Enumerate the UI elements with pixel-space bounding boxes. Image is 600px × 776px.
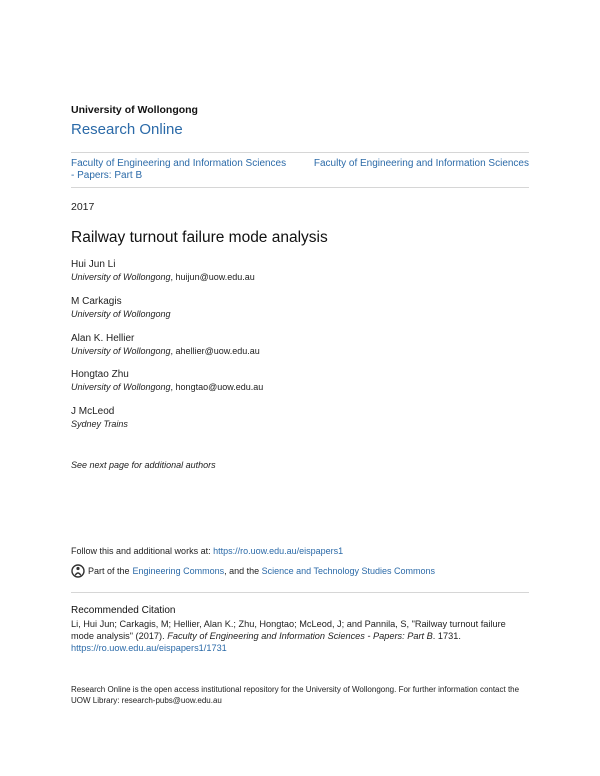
part-of-middle: , and the bbox=[224, 566, 262, 576]
author-block bbox=[71, 296, 171, 321]
institution-name: University of Wollongong bbox=[71, 104, 198, 116]
citation-number: . 1731. bbox=[432, 631, 461, 641]
author-block bbox=[71, 333, 260, 358]
follow-prefix: Follow this and additional works at: bbox=[71, 546, 214, 556]
part-of-line bbox=[71, 564, 435, 578]
repository-link[interactable]: Research Online bbox=[71, 121, 183, 138]
engineering-commons-link[interactable]: Engineering Commons bbox=[132, 566, 225, 576]
citation-text bbox=[71, 618, 531, 654]
see-next-page-note: See next page for additional authors bbox=[71, 460, 216, 470]
author-name: Hui Jun Li bbox=[71, 259, 116, 270]
author-affiliation: Sydney Trains bbox=[71, 419, 128, 429]
creative-commons-icon bbox=[71, 564, 85, 578]
author-affiliation: University of Wollongong bbox=[71, 382, 171, 392]
faculty-link-papers-part-b[interactable]: Faculty of Engineering and Information Sciences - Papers: Part B bbox=[71, 158, 287, 181]
citation-journal: Faculty of Engineering and Information Sciences - Papers: Part B bbox=[167, 631, 433, 641]
author-affiliation: University of Wollongong bbox=[71, 309, 171, 319]
recommended-citation-heading: Recommended Citation bbox=[71, 605, 176, 616]
part-of-prefix: Part of the bbox=[88, 566, 130, 576]
author-name: Hongtao Zhu bbox=[71, 369, 129, 380]
divider bbox=[71, 592, 529, 593]
paper-title: Railway turnout failure mode analysis bbox=[71, 229, 328, 246]
follow-line bbox=[71, 546, 343, 556]
author-name: Alan K. Hellier bbox=[71, 333, 135, 344]
author-block bbox=[71, 259, 255, 284]
citation-url-link[interactable]: https://ro.uow.edu.au/eispapers1/1731 bbox=[71, 643, 227, 653]
author-name: M Carkagis bbox=[71, 296, 122, 307]
author-name: J McLeod bbox=[71, 406, 115, 417]
author-affiliation: University of Wollongong bbox=[71, 346, 171, 356]
author-affiliation: University of Wollongong bbox=[71, 272, 171, 282]
author-block bbox=[71, 369, 263, 394]
eispapers-link[interactable]: https://ro.uow.edu.au/eispapers1 bbox=[213, 546, 344, 556]
faculty-link-sciences[interactable]: Faculty of Engineering and Information Sciences bbox=[313, 158, 529, 169]
footer-notice: Research Online is the open access institutional repository for the University of Wollongong. For further information contact the UOW Library: research-pubs@uow.edu.au bbox=[71, 685, 520, 705]
author-email: , hongtao@uow.edu.au bbox=[170, 382, 264, 392]
science-technology-commons-link[interactable]: Science and Technology Studies Commons bbox=[261, 566, 436, 576]
author-email: , huijun@uow.edu.au bbox=[170, 272, 255, 282]
divider bbox=[71, 187, 529, 188]
author-email: , ahellier@uow.edu.au bbox=[170, 346, 260, 356]
divider bbox=[71, 152, 529, 153]
author-block bbox=[71, 406, 128, 431]
citation-authors-title: Li, Hui Jun; Carkagis, M; Hellier, Alan K.; Zhu, Hongtao; McLeod, J; and Pannila, S, "Railway turnout failure mode analysis" (2017). bbox=[71, 619, 506, 641]
publication-year: 2017 bbox=[71, 201, 95, 213]
